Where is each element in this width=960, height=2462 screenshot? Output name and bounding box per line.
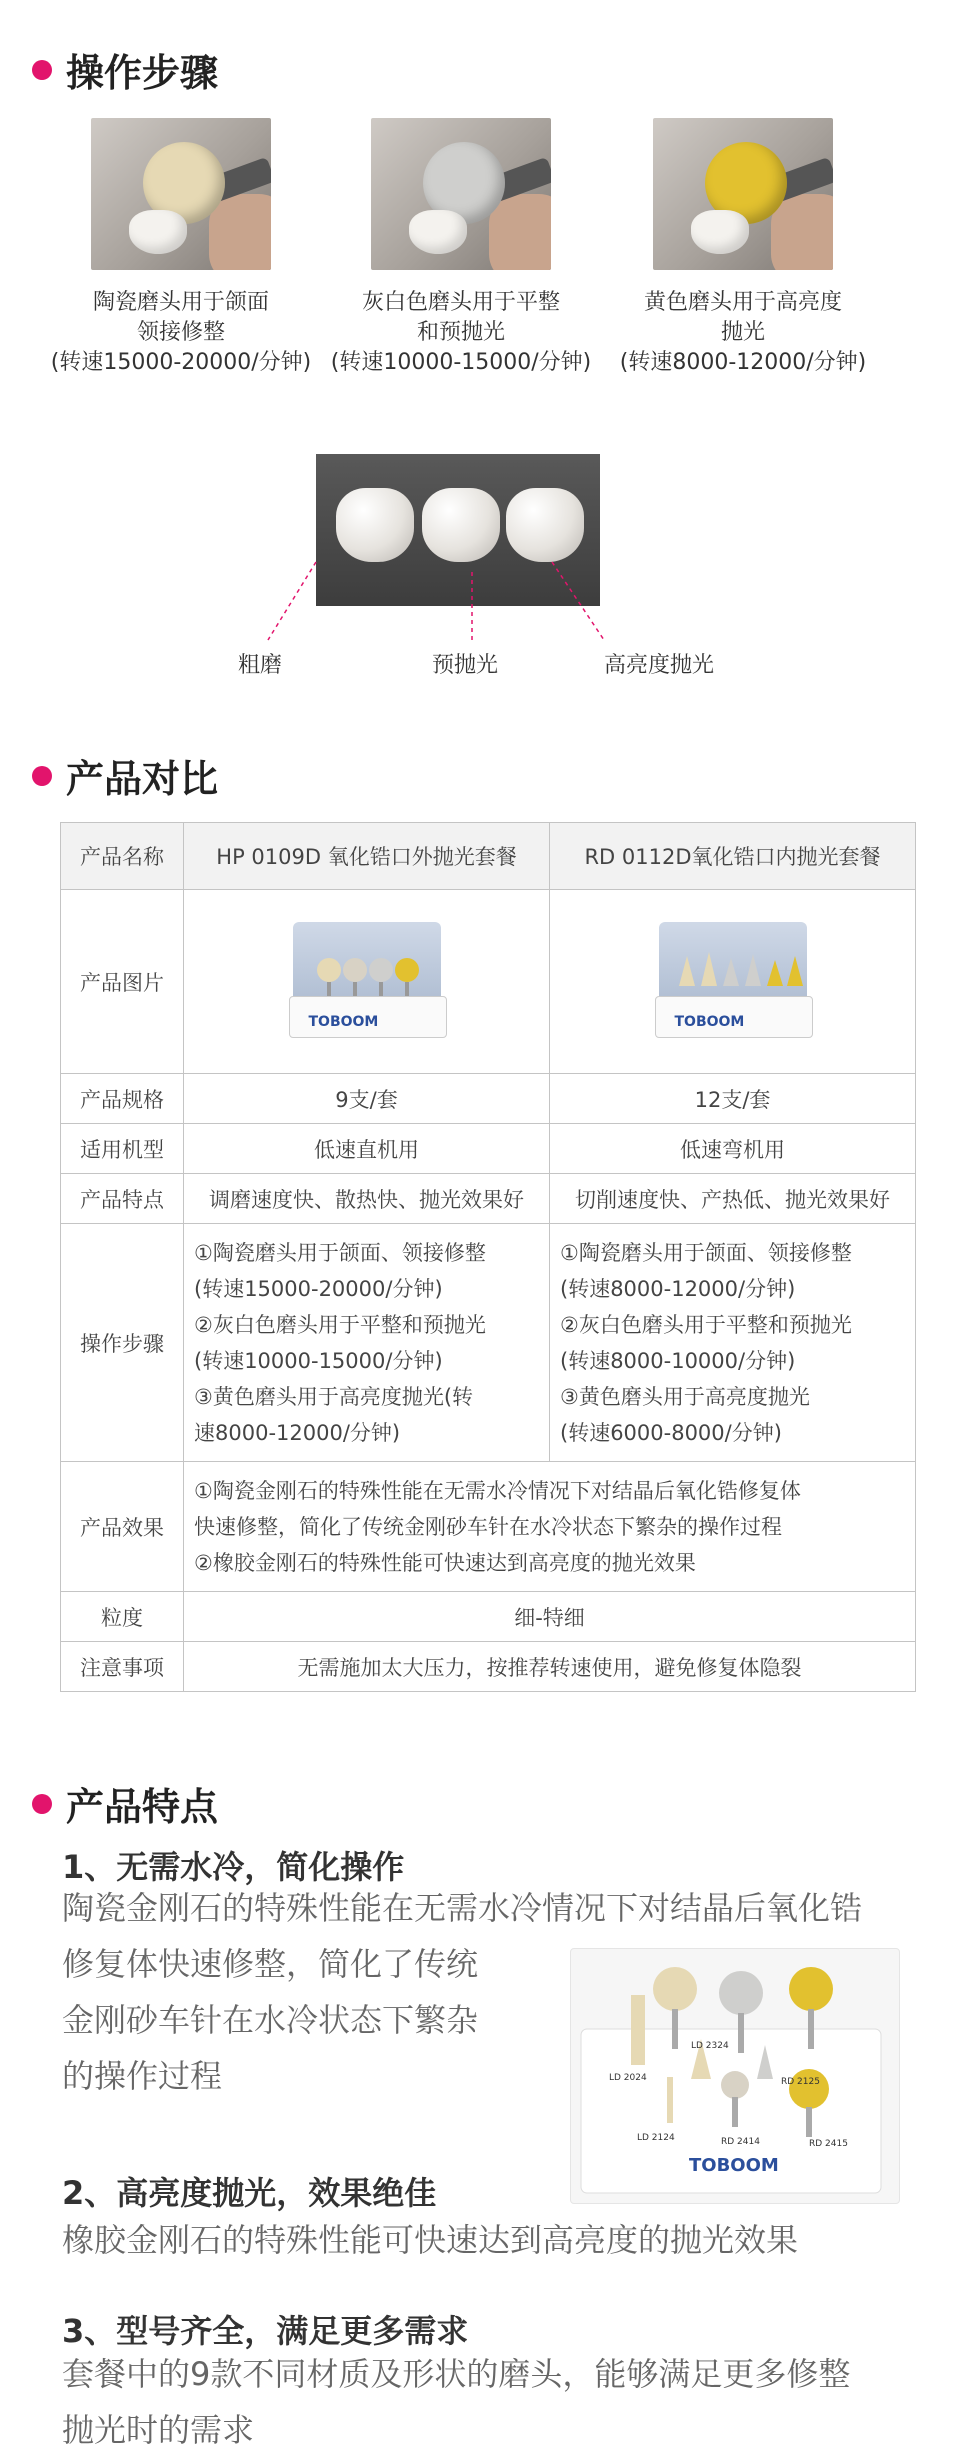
section-title-features: 产品特点 (32, 1776, 218, 1831)
feature-rd: 切削速度快、产热低、抛光效果好 (550, 1174, 916, 1224)
row-label: 操作步骤 (61, 1224, 184, 1462)
table-row (61, 1462, 916, 1592)
step-caption: 黄色磨头用于高亮度 (643, 290, 842, 315)
box-label: RD 2415 (809, 2139, 848, 2149)
table-row (61, 823, 916, 890)
step-caption: 陶瓷磨头用于颌面 (92, 290, 269, 315)
table-row (61, 1592, 916, 1642)
row-label: 产品名称 (61, 823, 184, 890)
feature-2-title: 2、高亮度抛光，效果绝佳 (62, 2174, 437, 2212)
feature-2-text: 橡胶金刚石的特殊性能可快速达到高亮度的抛光效果 (62, 2221, 799, 2259)
table-row (61, 1124, 916, 1174)
brand-logo: TOBOOM (308, 1013, 379, 1030)
table-row (61, 1642, 916, 1692)
product-name-hp: HP 0109D 氧化锆口外抛光套餐 (184, 823, 550, 890)
row-label: 注意事项 (61, 1642, 184, 1692)
spec-hp: 9支/套 (184, 1074, 550, 1124)
steps-rd: ①陶瓷磨头用于颌面、领接修整 (转速8000-12000/分钟) ②灰白色磨头用于平整和预抛光 (转速8000-10000/分钟) ③黄色磨头用于高亮度抛光 (转速6000-8000/分钟) (550, 1224, 916, 1462)
feature-3-text: 套餐中的9款不同材质及形状的磨头，能够满足更多修整 抛光时的需求 (62, 2355, 851, 2449)
comparison-table (60, 822, 916, 1692)
label-high-gloss: 高亮度抛光 (604, 653, 715, 678)
polishing-kit-photo (570, 1948, 900, 2204)
step-caption: 领接修整 (136, 320, 225, 345)
leader-lines (0, 0, 960, 700)
feature-3-title: 3、型号齐全，满足更多需求 (62, 2312, 469, 2350)
spec-rd: 12支/套 (550, 1074, 916, 1124)
box-brand: TOBOOM (689, 2155, 779, 2176)
notice-cell: 无需施加太大压力，按推荐转速使用，避免修复体隐裂 (184, 1642, 916, 1692)
brand-logo: TOBOOM (674, 1013, 745, 1030)
bullet-dot (32, 766, 52, 786)
box-label: LD 2024 (609, 2073, 647, 2083)
row-label: 产品规格 (61, 1074, 184, 1124)
row-label: 产品特点 (61, 1174, 184, 1224)
bullet-dot (32, 1794, 52, 1814)
product-image-rd (550, 890, 916, 1074)
step-caption: 和预抛光 (416, 320, 505, 345)
box-label: LD 2124 (637, 2133, 675, 2143)
table-row (61, 1174, 916, 1224)
feature-1-text: 陶瓷金刚石的特殊性能在无需水冷情况下对结晶后氧化锆 修复体快速修整，简化了传统 金刚砂车针在水冷状态下繁杂 的操作过程 (62, 1889, 863, 2095)
row-label: 适用机型 (61, 1124, 184, 1174)
row-label: 产品效果 (61, 1462, 184, 1592)
table-row (61, 1074, 916, 1124)
step-caption: 灰白色磨头用于平整 (361, 290, 560, 315)
box-label: LD 2324 (691, 2041, 729, 2051)
table-row (61, 1224, 916, 1462)
step-speed: (转速8000-12000/分钟) (619, 350, 867, 375)
label-rough: 粗磨 (238, 653, 283, 678)
machine-hp: 低速直机用 (184, 1124, 550, 1174)
step-speed: (转速15000-20000/分钟) (50, 350, 312, 375)
table-row (61, 890, 916, 1074)
grain-cell: 细-特细 (184, 1592, 916, 1642)
product-image-hp (184, 890, 550, 1074)
label-prepolish: 预抛光 (432, 653, 499, 678)
feature-1-title: 1、无需水冷，简化操作 (62, 1848, 405, 1886)
feature-hp: 调磨速度快、散热快、抛光效果好 (184, 1174, 550, 1224)
machine-rd: 低速弯机用 (550, 1124, 916, 1174)
effect-cell: ①陶瓷金刚石的特殊性能在无需水冷情况下对结晶后氧化锆修复体 快速修整，简化了传统金刚砂车针在水冷状态下繁杂的操作过程 ②橡胶金刚石的特殊性能可快速达到高亮度的抛光效果 (184, 1462, 916, 1592)
step-caption: 抛光 (720, 320, 765, 345)
steps-hp: ①陶瓷磨头用于颌面、领接修整 (转速15000-20000/分钟) ②灰白色磨头用于平整和预抛光 (转速10000-15000/分钟) ③黄色磨头用于高亮度抛光(转 速8000-12000/分钟) (184, 1224, 550, 1462)
row-label: 粒度 (61, 1592, 184, 1642)
row-label: 产品图片 (61, 890, 184, 1074)
box-label: RD 2414 (721, 2137, 760, 2147)
product-name-rd: RD 0112D氧化锆口内抛光套餐 (550, 823, 916, 890)
step-speed: (转速10000-15000/分钟) (330, 350, 592, 375)
box-label: RD 2125 (781, 2077, 820, 2087)
section-title-steps: 操作步骤 (32, 42, 218, 97)
section-title-compare: 产品对比 (32, 748, 218, 803)
